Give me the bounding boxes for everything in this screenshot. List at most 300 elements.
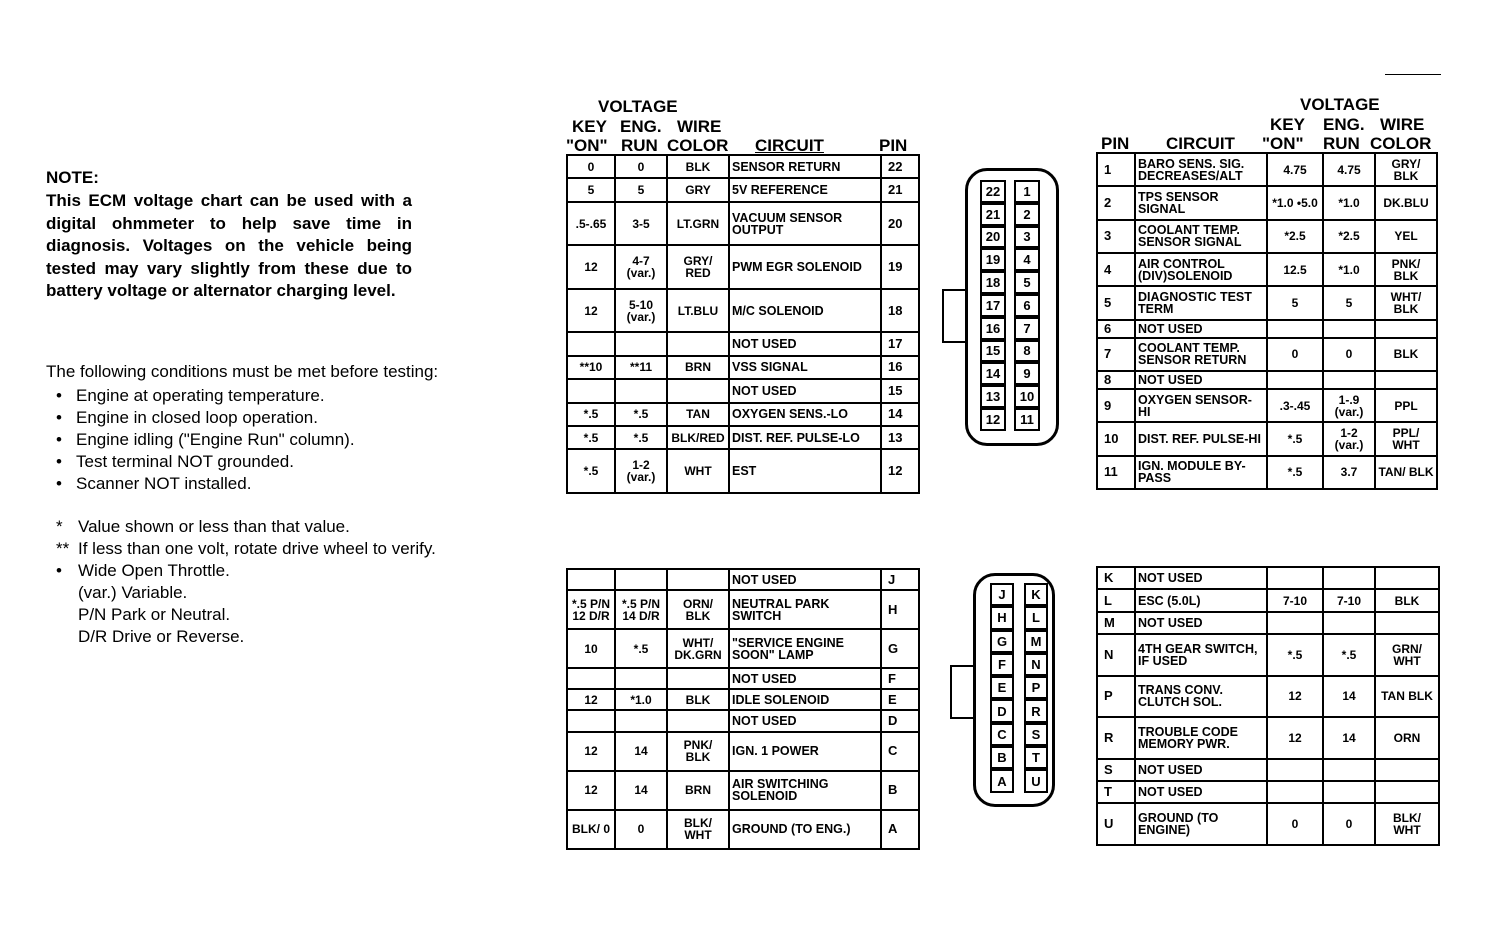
legend-symbol: ** — [56, 539, 70, 558]
connector-pin: D — [990, 699, 1014, 722]
table-cell — [1267, 781, 1323, 803]
table-cell — [567, 668, 615, 689]
table-cell: BLK — [667, 689, 729, 710]
table-cell: 11 — [1097, 456, 1135, 489]
table-cell: A — [881, 810, 919, 849]
legend-text: If less than one volt, rotate drive wheel to verify. — [78, 539, 436, 558]
table-cell: 12 — [567, 289, 615, 333]
table-cell: 15 — [881, 379, 919, 402]
connector-pin: G — [990, 630, 1014, 653]
table-cell — [1375, 567, 1439, 589]
on-header-right: "ON" — [1262, 134, 1304, 153]
table-cell — [1323, 781, 1375, 803]
table-cell: BLK — [1375, 338, 1437, 371]
table-cell: OXYGEN SENS.-LO — [729, 403, 881, 426]
table-cell: 4-7 (var.) — [615, 245, 667, 289]
on-header: "ON" — [566, 136, 608, 155]
table-cell: S — [1097, 759, 1135, 781]
table-cell — [667, 569, 729, 590]
table-cell: GRN/ WHT — [1375, 634, 1439, 676]
table-row — [567, 155, 919, 178]
table-row — [567, 668, 919, 689]
table-row — [1097, 759, 1439, 781]
condition-item: • Engine at operating temperature. — [56, 385, 355, 407]
table-cell: *.5 — [1267, 422, 1323, 455]
table-row — [567, 202, 919, 246]
color-header: COLOR — [667, 136, 729, 155]
table-cell: *.5 — [615, 426, 667, 449]
table-cell: VACUUM SENSOR OUTPUT — [729, 202, 881, 246]
table-cell: J — [881, 569, 919, 590]
condition-item: • Engine in closed loop operation. — [56, 407, 355, 429]
connector-pin: 1 — [1014, 180, 1040, 203]
table-cell: 0 — [1267, 803, 1323, 845]
condition-item: • Engine idling ("Engine Run" column). — [56, 429, 355, 451]
table-cell: 16 — [881, 356, 919, 379]
legend-text: Wide Open Throttle. — [78, 561, 230, 580]
legend-text: (var.) Variable. — [78, 583, 188, 602]
table-cell: 0 — [1267, 338, 1323, 371]
connector-pin: 9 — [1014, 362, 1040, 385]
table-cell: M/C SOLENOID — [729, 289, 881, 333]
table-cell: *.5 — [567, 426, 615, 449]
table-cell: TAN/ BLK — [1375, 456, 1437, 489]
table-row — [1097, 320, 1437, 338]
connector-pin: M — [1024, 630, 1048, 653]
table-cell: D — [881, 710, 919, 731]
table-cell: COOLANT TEMP. SENSOR RETURN — [1135, 338, 1267, 371]
table-cell: NOT USED — [1135, 781, 1267, 803]
table-cell: PPL — [1375, 389, 1437, 422]
table-cell: 14 — [881, 403, 919, 426]
table-cell: H — [881, 590, 919, 629]
table-cell: 14 — [1323, 676, 1375, 718]
table-cell: 0 — [615, 155, 667, 178]
connector-bottom-right-pins — [1024, 583, 1048, 793]
table-cell: 4.75 — [1267, 153, 1323, 186]
table-cell: DK.BLU — [1375, 186, 1437, 219]
table-cell: TROUBLE CODE MEMORY PWR. — [1135, 717, 1267, 759]
connector-bottom-left-pins — [990, 583, 1014, 793]
voltage-header-right: VOLTAGE — [1300, 95, 1380, 114]
run-header: RUN — [621, 136, 658, 155]
table-cell: 12 — [567, 245, 615, 289]
connector-pin: A — [990, 769, 1014, 792]
table-cell — [1375, 781, 1439, 803]
table-row — [1097, 456, 1437, 489]
table-cell: G — [881, 629, 919, 668]
condition-item: • Scanner NOT installed. — [56, 473, 355, 495]
table-cell: 9 — [1097, 389, 1135, 422]
table-cell: NOT USED — [1135, 371, 1267, 389]
table-cell: BARO SENS. SIG. DECREASES/ALT — [1135, 153, 1267, 186]
table-row — [567, 403, 919, 426]
table-cell: 4 — [1097, 253, 1135, 286]
table-cell: B — [881, 771, 919, 810]
table-cell: DIST. REF. PULSE-HI — [1135, 422, 1267, 455]
run-header-right: RUN — [1323, 134, 1360, 153]
table-cell: NOT USED — [729, 332, 881, 355]
connector-pin: C — [990, 723, 1014, 746]
table-row — [1097, 253, 1437, 286]
table-row — [567, 590, 919, 629]
table-cell: M — [1097, 612, 1135, 634]
table-cell: .5-.65 — [567, 202, 615, 246]
table-cell: ORN — [1375, 717, 1439, 759]
table-cell: *.5 P/N 14 D/R — [615, 590, 667, 629]
table-cell — [1267, 759, 1323, 781]
connector-pin: 3 — [1014, 226, 1040, 249]
table-cell: GROUND (TO ENGINE) — [1135, 803, 1267, 845]
connector-pin: 6 — [1014, 294, 1040, 317]
legend-item — [56, 626, 436, 648]
legend-list — [56, 516, 436, 648]
table-row — [567, 732, 919, 771]
legend-text: Value shown or less than that value. — [78, 517, 350, 536]
connector-pin: S — [1024, 723, 1048, 746]
table-cell: 5-10 (var.) — [615, 289, 667, 333]
table-cell — [615, 668, 667, 689]
conditions-list — [56, 385, 355, 495]
table-cell: WHT/ BLK — [1375, 286, 1437, 319]
table-cell: NOT USED — [1135, 320, 1267, 338]
eng-header-right: ENG. — [1323, 115, 1365, 134]
table-cell: .3-.45 — [1267, 389, 1323, 422]
connector-pin: P — [1024, 676, 1048, 699]
table-cell: ESC (5.0L) — [1135, 589, 1267, 611]
table-cell: NOT USED — [1135, 759, 1267, 781]
table-cell: T — [1097, 781, 1135, 803]
connector-pin: 12 — [980, 408, 1006, 431]
legend-item — [56, 560, 436, 582]
table-cell: 0 — [1323, 338, 1375, 371]
table-cell: 12 — [881, 449, 919, 493]
connector-pin: 19 — [980, 248, 1006, 271]
table-cell: E — [881, 689, 919, 710]
table-row — [567, 356, 919, 379]
table-row — [567, 689, 919, 710]
table-cell: PPL/ WHT — [1375, 422, 1437, 455]
table-cell: NOT USED — [729, 569, 881, 590]
table-cell: BRN — [667, 771, 729, 810]
circuit-header: CIRCUIT — [755, 136, 824, 155]
eng-header: ENG. — [620, 117, 662, 136]
table-cell: WHT/ DK.GRN — [667, 629, 729, 668]
connector-pin: 17 — [980, 294, 1006, 317]
table-cell: *.5 — [615, 629, 667, 668]
table-cell: 17 — [881, 332, 919, 355]
table-row — [1097, 567, 1439, 589]
table-cell — [1323, 320, 1375, 338]
table-cell: BRN — [667, 356, 729, 379]
table-cell: 12 — [567, 771, 615, 810]
connector-pin: L — [1024, 606, 1048, 629]
table-cell: *1.0 — [615, 689, 667, 710]
connector-top-left-pins — [980, 180, 1006, 431]
key-header-right: KEY — [1270, 115, 1305, 134]
connector-pin: K — [1024, 583, 1048, 606]
table-cell: TPS SENSOR SIGNAL — [1135, 186, 1267, 219]
connector-pin: 4 — [1014, 248, 1040, 271]
table-cell — [567, 379, 615, 402]
legend-item — [56, 516, 436, 538]
table-cell: 21 — [881, 178, 919, 201]
connector-pin: 5 — [1014, 271, 1040, 294]
table-cell: ORN/ BLK — [667, 590, 729, 629]
table-cell: BLK/RED — [667, 426, 729, 449]
table-row — [1097, 389, 1437, 422]
connector-pin: 10 — [1014, 385, 1040, 408]
table-cell: NOT USED — [729, 710, 881, 731]
table-cell: 0 — [1323, 803, 1375, 845]
table-cell: TAN — [667, 403, 729, 426]
wire-header-right: WIRE — [1380, 115, 1425, 134]
table-cell: TAN BLK — [1375, 676, 1439, 718]
table-cell: NOT USED — [1135, 612, 1267, 634]
table-cell: EST — [729, 449, 881, 493]
pin-header: PIN — [879, 136, 908, 155]
table-cell: COOLANT TEMP. SENSOR SIGNAL — [1135, 220, 1267, 253]
table-cell: 1-2 (var.) — [615, 449, 667, 493]
table-cell: TRANS CONV. CLUTCH SOL. — [1135, 676, 1267, 718]
table-cell: YEL — [1375, 220, 1437, 253]
table-cell: *1.0 — [1323, 253, 1375, 286]
table-row — [1097, 153, 1437, 186]
connector-pin: 14 — [980, 362, 1006, 385]
connector-pin: 13 — [980, 385, 1006, 408]
connector-pin: 20 — [980, 226, 1006, 249]
table-cell: F — [881, 668, 919, 689]
table-cell: WHT — [667, 449, 729, 493]
connector-pin: 11 — [1014, 408, 1040, 431]
table-cell — [1375, 612, 1439, 634]
connector-pin: 15 — [980, 340, 1006, 363]
legend-item — [56, 582, 436, 604]
note-heading: NOTE: — [46, 168, 99, 187]
table-row — [567, 178, 919, 201]
table-row — [1097, 220, 1437, 253]
table-cell — [567, 569, 615, 590]
connector-pin: J — [990, 583, 1014, 606]
table-cell: DIAGNOSTIC TEST TERM — [1135, 286, 1267, 319]
table-cell: 3-5 — [615, 202, 667, 246]
table-cell — [615, 569, 667, 590]
table-cell: OXYGEN SENSOR-HI — [1135, 389, 1267, 422]
table-cell: *.5 — [567, 449, 615, 493]
pin-header-right: PIN — [1101, 134, 1130, 153]
wire-header: WIRE — [677, 117, 722, 136]
table-cell: *1.0 — [1323, 186, 1375, 219]
table-row — [567, 245, 919, 289]
legend-text: P/N Park or Neutral. — [78, 605, 231, 624]
table-cell: IGN. 1 POWER — [729, 732, 881, 771]
table-cell: 14 — [1323, 717, 1375, 759]
table-cell: 0 — [567, 155, 615, 178]
table-cell: NOT USED — [729, 668, 881, 689]
table-cell: 5 — [1267, 286, 1323, 319]
table-cell: GRY/ RED — [667, 245, 729, 289]
table-row — [1097, 612, 1439, 634]
connector-pin: 22 — [980, 180, 1006, 203]
table-cell: IDLE SOLENOID — [729, 689, 881, 710]
table-row — [1097, 781, 1439, 803]
table-cell: 0 — [615, 810, 667, 849]
table-cell — [667, 710, 729, 731]
table-cell — [667, 332, 729, 355]
table-cell — [1267, 371, 1323, 389]
table-cell: 5 — [567, 178, 615, 201]
table-cell: "SERVICE ENGINE SOON" LAMP — [729, 629, 881, 668]
connector-pin: B — [990, 746, 1014, 769]
table-cell: 12 — [1267, 717, 1323, 759]
ecm-pin-table-top-right — [1096, 152, 1438, 490]
table-cell: 8 — [1097, 371, 1135, 389]
table-row — [567, 771, 919, 810]
connector-pin: 21 — [980, 203, 1006, 226]
table-cell: 10 — [567, 629, 615, 668]
table-cell: 5 — [1097, 286, 1135, 319]
table-row — [1097, 803, 1439, 845]
table-cell: C — [881, 732, 919, 771]
connector-pin: F — [990, 653, 1014, 676]
table-cell: 10 — [1097, 422, 1135, 455]
table-cell: **11 — [615, 356, 667, 379]
corner-rule — [1385, 74, 1441, 75]
table-cell: K — [1097, 567, 1135, 589]
table-cell: 1 — [1097, 153, 1135, 186]
table-cell — [1267, 567, 1323, 589]
table-cell: *.5 — [1267, 456, 1323, 489]
table-cell: *.5 — [1323, 634, 1375, 676]
table-cell: NOT USED — [1135, 567, 1267, 589]
table-row — [1097, 589, 1439, 611]
table-cell: *2.5 — [1267, 220, 1323, 253]
connector-pin: R — [1024, 699, 1048, 722]
table-cell: **10 — [567, 356, 615, 379]
table-cell — [615, 332, 667, 355]
connector-pin: 16 — [980, 317, 1006, 340]
connector-pin: T — [1024, 746, 1048, 769]
table-cell — [1375, 759, 1439, 781]
table-cell: *1.0 •5.0 — [1267, 186, 1323, 219]
table-cell: 14 — [615, 771, 667, 810]
connector-pin: H — [990, 606, 1014, 629]
table-cell: 2 — [1097, 186, 1135, 219]
table-row — [1097, 338, 1437, 371]
table-cell: BLK/ 0 — [567, 810, 615, 849]
table-cell: 3.7 — [1323, 456, 1375, 489]
table-cell: BLK/ WHT — [1375, 803, 1439, 845]
table-row — [1097, 286, 1437, 319]
connector-pin: 2 — [1014, 203, 1040, 226]
table-row — [1097, 717, 1439, 759]
table-cell — [1323, 371, 1375, 389]
table-cell: PWM EGR SOLENOID — [729, 245, 881, 289]
table-cell: 3 — [1097, 220, 1135, 253]
table-cell: 5V REFERENCE — [729, 178, 881, 201]
color-header-right: COLOR — [1370, 134, 1432, 153]
table-cell: 12.5 — [1267, 253, 1323, 286]
connector-pin: 8 — [1014, 340, 1040, 363]
table-cell — [1323, 567, 1375, 589]
ecm-pin-table-bottom-left — [566, 568, 920, 850]
legend-text: D/R Drive or Reverse. — [78, 627, 245, 646]
table-row — [567, 379, 919, 402]
conditions-intro: The following conditions must be met before testing: — [46, 362, 439, 381]
connector-pin: N — [1024, 653, 1048, 676]
table-cell: *.5 — [1267, 634, 1323, 676]
table-cell — [615, 710, 667, 731]
table-cell: BLK — [1375, 589, 1439, 611]
table-row — [567, 629, 919, 668]
circuit-header-right: CIRCUIT — [1166, 134, 1235, 153]
table-row — [1097, 371, 1437, 389]
table-row — [567, 289, 919, 333]
voltage-header: VOLTAGE — [598, 97, 678, 116]
table-cell: 14 — [615, 732, 667, 771]
table-cell: 12 — [567, 689, 615, 710]
table-cell: 12 — [1267, 676, 1323, 718]
key-header: KEY — [572, 117, 607, 136]
table-cell: IGN. MODULE BY-PASS — [1135, 456, 1267, 489]
table-row — [1097, 422, 1437, 455]
table-cell: LT.GRN — [667, 202, 729, 246]
table-cell: 6 — [1097, 320, 1135, 338]
table-cell: 7-10 — [1323, 589, 1375, 611]
table-cell: GRY/ BLK — [1375, 153, 1437, 186]
table-cell: *.5 — [567, 403, 615, 426]
connector-pin: 7 — [1014, 317, 1040, 340]
table-cell: 1-2 (var.) — [1323, 422, 1375, 455]
table-cell: PNK/ BLK — [667, 732, 729, 771]
table-cell: 18 — [881, 289, 919, 333]
table-cell: 4.75 — [1323, 153, 1375, 186]
table-cell: 5 — [615, 178, 667, 201]
table-cell: GROUND (TO ENG.) — [729, 810, 881, 849]
table-row — [567, 569, 919, 590]
table-cell — [1375, 320, 1437, 338]
table-cell: BLK/ WHT — [667, 810, 729, 849]
table-cell: U — [1097, 803, 1135, 845]
table-cell: P — [1097, 676, 1135, 718]
ecm-pin-table-top-left — [566, 154, 920, 494]
table-cell: SENSOR RETURN — [729, 155, 881, 178]
table-cell: 5 — [1323, 286, 1375, 319]
table-cell: 4TH GEAR SWITCH, IF USED — [1135, 634, 1267, 676]
table-cell: 19 — [881, 245, 919, 289]
legend-symbol: * — [56, 517, 63, 536]
legend-item — [56, 604, 436, 626]
table-cell — [615, 379, 667, 402]
table-cell: 13 — [881, 426, 919, 449]
table-cell: *.5 — [615, 403, 667, 426]
table-cell: L — [1097, 589, 1135, 611]
table-cell — [1323, 759, 1375, 781]
table-cell: R — [1097, 717, 1135, 759]
table-row — [567, 810, 919, 849]
table-cell — [567, 710, 615, 731]
legend-symbol: • — [56, 561, 62, 580]
table-cell — [1267, 612, 1323, 634]
table-cell: 20 — [881, 202, 919, 246]
table-row — [567, 449, 919, 493]
table-cell — [1375, 371, 1437, 389]
table-cell: GRY — [667, 178, 729, 201]
table-cell: *2.5 — [1323, 220, 1375, 253]
table-cell — [1267, 320, 1323, 338]
table-cell: BLK — [667, 155, 729, 178]
table-cell: LT.BLU — [667, 289, 729, 333]
